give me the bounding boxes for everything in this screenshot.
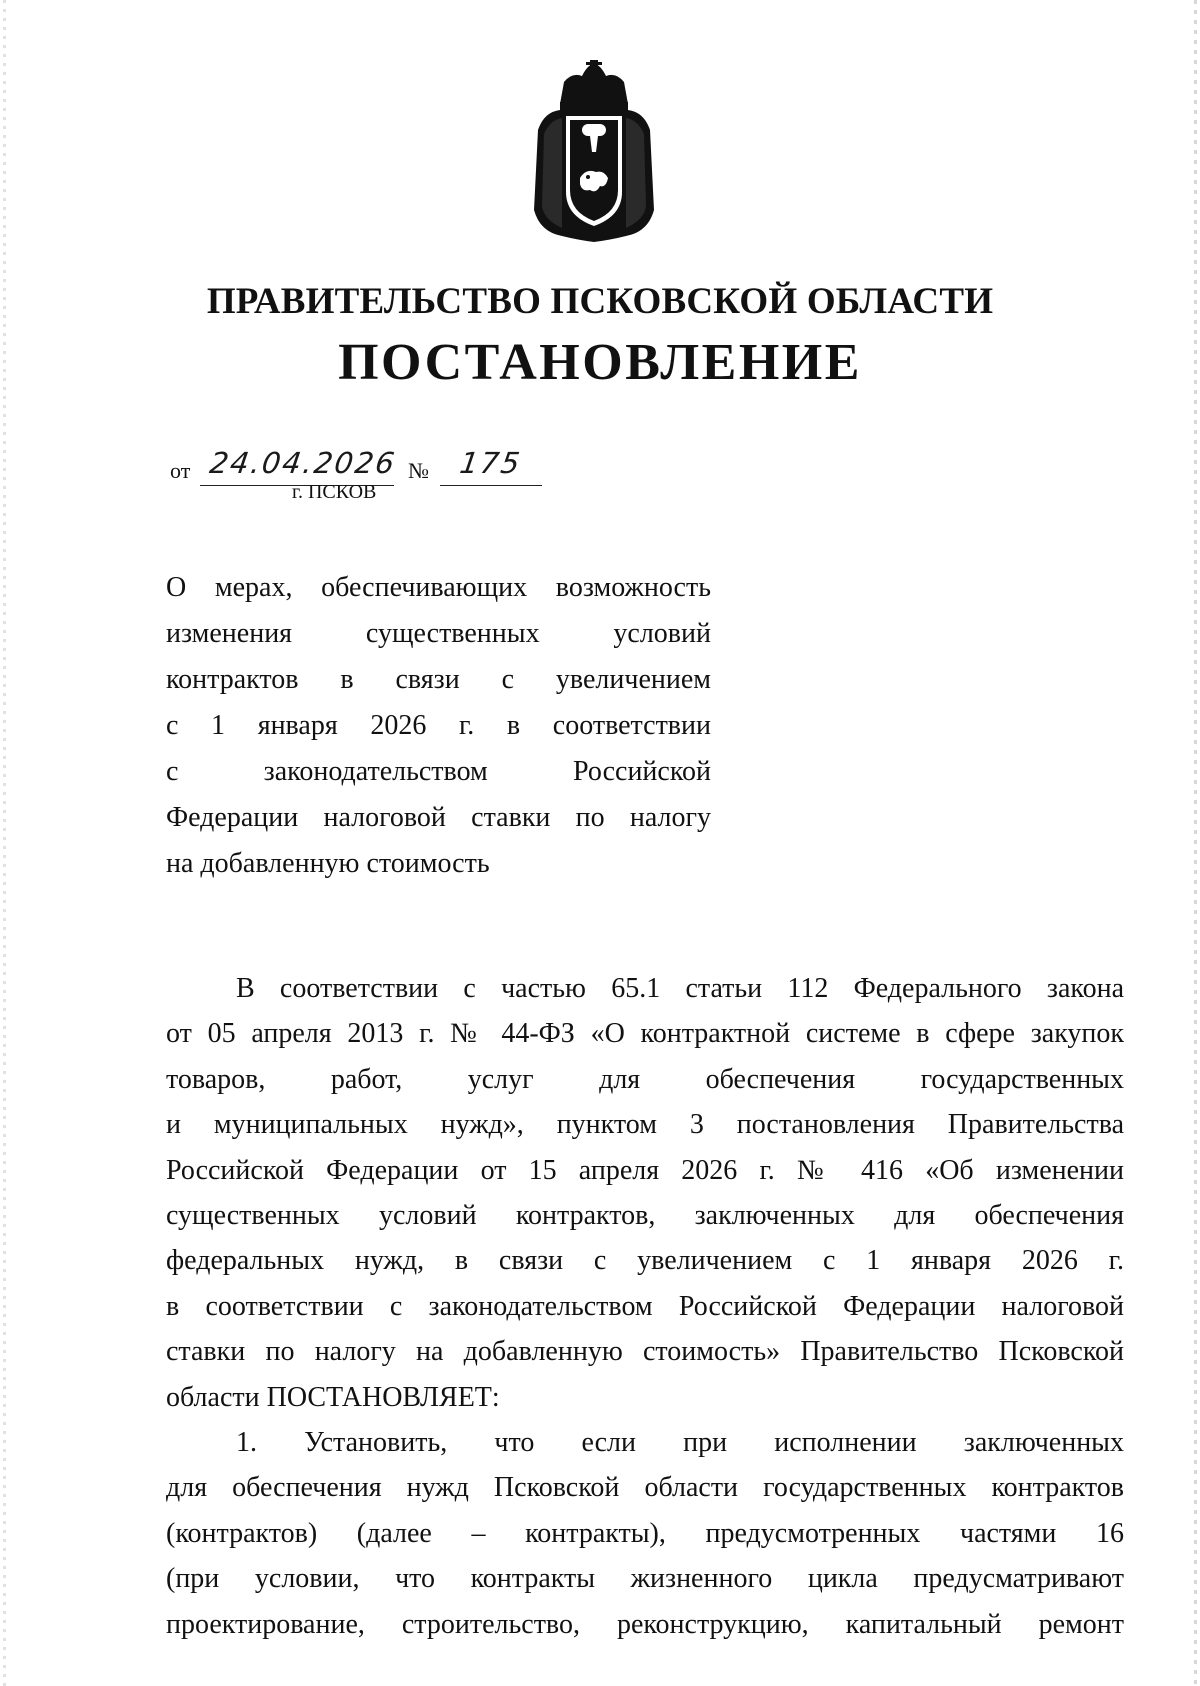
pskov-oblast-coat-of-arms-icon <box>530 60 658 242</box>
document-type-title: ПОСТАНОВЛЕНИЕ <box>338 334 862 391</box>
scan-edge-right <box>1194 0 1197 1686</box>
preamble-line: существенных условий контрактов, заключенных для обеспечения <box>166 1200 1124 1232</box>
preamble-line: в соответствии с законодательством Российской Федерации налоговой <box>166 1290 1124 1322</box>
preamble-line: В соответствии с частью 65.1 статьи 112 Федерального закона <box>236 973 1124 1004</box>
preamble-line: федеральных нужд, в связи с увеличением с 1 января 2026 г. <box>166 1245 1124 1277</box>
preamble-line: области ПОСТАНОВЛЯЕТ: <box>166 1381 500 1413</box>
subject-line: контрактов в связи с увеличением <box>166 664 711 695</box>
item-1-line: (контрактов) (далее – контракты), предусмотренных частями 16 <box>166 1517 1124 1549</box>
number-underline <box>440 485 542 486</box>
handwritten-number: 175 <box>457 446 524 480</box>
subject-line: изменения существенных условий <box>166 618 711 649</box>
government-title: ПРАВИТЕЛЬСТВО ПСКОВСКОЙ ОБЛАСТИ <box>206 281 994 322</box>
preamble-line: ставки по налогу на добавленную стоимость» Правительство Псковской <box>166 1336 1124 1368</box>
subject-line: с 1 января 2026 г. в соответствии <box>166 710 711 741</box>
subject-line: О мерах, обеспечивающих возможность <box>166 572 711 603</box>
preamble-line: и муниципальных нужд», пунктом 3 постановления Правительства <box>166 1109 1124 1141</box>
handwritten-date: 24.04.2026 <box>207 446 399 480</box>
number-label: № <box>408 458 429 483</box>
preamble-line: товаров, работ, услуг для обеспечения государственных <box>166 1063 1124 1095</box>
city-label: г. ПСКОВ <box>292 481 377 503</box>
item-1-line: (при условии, что контракты жизненного цикла предусматривают <box>166 1563 1124 1595</box>
item-1-line: проектирование, строительство, реконструкцию, капитальный ремонт <box>166 1608 1124 1640</box>
subject-line: на добавленную стоимость <box>166 848 490 879</box>
item-1-line: для обеспечения нужд Псковской области государственных контрактов <box>166 1472 1124 1504</box>
body-text <box>166 966 1124 1647</box>
subject-block <box>166 565 711 887</box>
preamble-line: от 05 апреля 2013 г. № 44-ФЗ «О контрактной системе в сфере закупок <box>166 1018 1124 1050</box>
date-from-label: от <box>170 458 191 483</box>
scan-edge-left <box>3 0 6 1686</box>
subject-line: Федерации налоговой ставки по налогу <box>166 802 711 833</box>
preamble-line: Российской Федерации от 15 апреля 2026 г. № 416 «Об изменении <box>166 1154 1124 1186</box>
subject-line: с законодательством Российской <box>166 756 711 787</box>
item-1-line: 1. Установить, что если при исполнении заключенных <box>236 1427 1124 1459</box>
